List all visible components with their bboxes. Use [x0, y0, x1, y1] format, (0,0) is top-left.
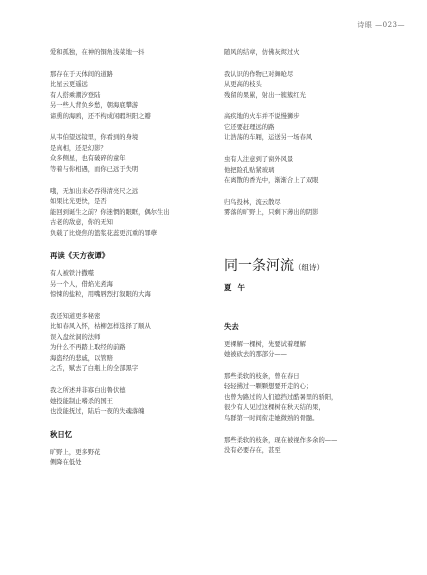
- poem-line: 等着与你相遇，而你已远于失明: [50, 165, 139, 173]
- stanza: [50, 70, 220, 123]
- poem-line: 谛熏的海鸥，还不构成闲暇坦阳之瓣: [50, 112, 151, 120]
- poem-line: 那些柔软的枝条，曾在春日: [224, 372, 300, 380]
- poem-line: 是真相，还是幻影？: [50, 144, 107, 152]
- poem-subtitle: （组诗）: [294, 262, 324, 272]
- stanza: [224, 372, 394, 425]
- stanza: [50, 48, 220, 59]
- poem-line: 让浩荡的车厢，运送另一场春风: [224, 134, 313, 142]
- poem-line: 更裸解一棵树，先要试着理解: [224, 340, 306, 348]
- poem-line: 有人搭乘潮汐登陆: [50, 91, 101, 99]
- poem-line: 众多侧星，也有破碎的童年: [50, 155, 126, 163]
- poem-line: 也曾为路过的人们遮挡过酷暑里的骄阳，: [224, 393, 338, 401]
- poem-line: 旷野上，更多野花: [50, 448, 101, 456]
- poem-line: 之舌，赋去了白瓶上的全部黑字: [50, 365, 139, 373]
- poem-line: 在离散的香光中，渐渐合上了双眼: [224, 177, 319, 185]
- poem-line: 我还知道更多秘密: [50, 312, 101, 320]
- poem-line: 那存在于天体间的道路: [50, 70, 113, 78]
- poem-title: 再读《天方夜谭》: [50, 251, 110, 261]
- poem-line: 惊悚的盐粒，用嘴唇烈打叙眼的大海: [50, 291, 151, 299]
- poem-title: 秋日忆: [50, 429, 73, 439]
- poem-line: 他把险孔贴紧玻璃: [224, 166, 275, 174]
- poem-line: 也没能抚过，陆后一夜的失魂落魄: [50, 408, 145, 416]
- poem-line: 从更高的枝头: [224, 81, 262, 89]
- poem-line: 如果比光更快，是否: [50, 198, 107, 206]
- stanza: [224, 436, 394, 457]
- poem-line: 我之所述并非寡白出鲁伏德: [50, 387, 126, 395]
- right-column: [224, 48, 394, 457]
- stanza: [50, 133, 220, 175]
- poem-line: 能回到诞生之前？你迷惘的眼眶，偶尔生出: [50, 208, 170, 216]
- poem-title-text: 同一条河流: [224, 257, 294, 274]
- poem-line: 从韦伯望远镜里，你看到的身境: [50, 134, 139, 142]
- stanza: [50, 312, 220, 375]
- poem-line: 为什么不再踏上取经的前路: [50, 344, 126, 352]
- poem-title: [224, 257, 394, 277]
- poem-line: 比如春风入怀，枯柳怎样选择了顺从: [50, 323, 151, 331]
- poem-line: 另一个人，借焰光煮海: [50, 280, 113, 288]
- stanza: [224, 112, 394, 144]
- poem-line: 归鸟投林，流云散尽: [224, 198, 281, 206]
- running-head: 诗眼 —023—: [357, 21, 405, 29]
- poem-line: 轻轻拂过一颗颗想要开走的心；: [224, 383, 313, 391]
- stanza: [50, 187, 220, 240]
- stanza: [224, 198, 394, 219]
- poem-line: 残留的果累，射出一簇簇红光: [224, 91, 306, 99]
- stanza: [50, 448, 220, 469]
- stanza: [50, 386, 220, 418]
- poem-line: 那些柔软的枝条，现在被视作多余的——: [224, 436, 338, 444]
- poem-line: 很少有人见过这棵树在秋天结的果，: [224, 404, 325, 412]
- poem-line: 另一些人背负乡愁，朝海底攀游: [50, 102, 139, 110]
- poem-line: 高疾地的火车并不说慢狮步: [224, 113, 300, 121]
- stanza: [224, 48, 394, 59]
- author-name: 夏午: [224, 282, 251, 292]
- poem-line: 爱和孤独，在神的铜角浅菜地一抖: [50, 49, 145, 56]
- poem-line: 随风的结章，仿佛灰烬过火: [224, 49, 300, 56]
- poem-line: 没有必要存在，甚至: [224, 447, 281, 455]
- poem-line: 误入盘丝洞的法师: [50, 333, 101, 341]
- section-title: 失去: [224, 321, 239, 331]
- poem-line: 我认识的作物已对舞呛尽: [224, 70, 294, 78]
- poem-line: 它还要赶理远的路: [224, 123, 275, 131]
- poem-line: 她被砍去的那部分——: [224, 351, 287, 359]
- poem-line: 哦，无加出来必吞得清亮尺之远: [50, 187, 139, 195]
- stanza: [224, 70, 394, 102]
- poem-line: 古老的敌意，你的无知: [50, 219, 113, 227]
- poem-line: 雾落的旷野上，只剩下薄出的阴影: [224, 209, 319, 217]
- poem-line: 比星云更遥远: [50, 81, 88, 89]
- poem-line: 鸟群第一时间衔走她微熟的骨髓。: [224, 414, 319, 422]
- stanza: [224, 340, 394, 361]
- poem-line: 侧降在低处: [50, 459, 82, 467]
- stanza: [224, 155, 394, 187]
- poem-line: 虫有人注意到了窗外风景: [224, 156, 294, 164]
- stanza: [50, 269, 220, 301]
- poem-line: 有人被铁汁撒噬: [50, 270, 95, 278]
- poem-line: 海盗经的悲戚，以管赔: [50, 354, 113, 362]
- poem-line: 她投能制止嗜杀的国王: [50, 397, 113, 405]
- left-column: [50, 48, 220, 469]
- poem-line: 负载了比烧焦的篮浆花蕊更沉重的罪孽: [50, 229, 158, 237]
